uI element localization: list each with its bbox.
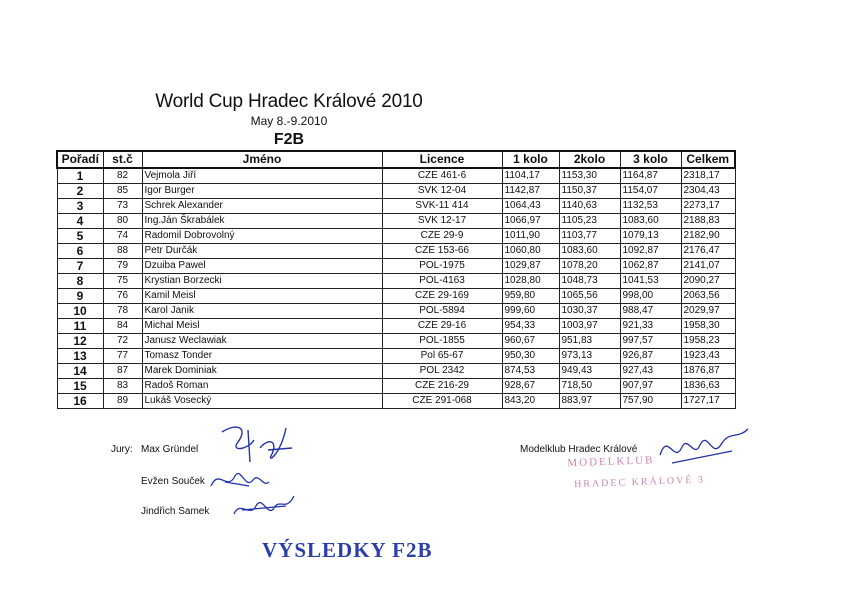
- table-row: [57, 334, 735, 349]
- cell-start-number: 83: [103, 379, 142, 394]
- cell-total: 2188,83: [681, 214, 735, 229]
- table-row: [57, 184, 735, 199]
- cell-start-number: 72: [103, 334, 142, 349]
- cell-total: 1958,30: [681, 319, 735, 334]
- cell-rank: 14: [57, 364, 103, 379]
- cell-rank: 3: [57, 199, 103, 214]
- cell-round-1: 954,33: [502, 319, 559, 334]
- cell-round-3: 988,47: [620, 304, 681, 319]
- cell-round-3: 1092,87: [620, 244, 681, 259]
- table-row: [57, 168, 735, 184]
- cell-start-number: 80: [103, 214, 142, 229]
- cell-name: Igor Burger: [142, 184, 382, 199]
- cell-round-3: 926,87: [620, 349, 681, 364]
- cell-total: 1836,63: [681, 379, 735, 394]
- cell-licence: POL-5894: [382, 304, 502, 319]
- cell-rank: 2: [57, 184, 103, 199]
- header-start-number: st.č: [103, 151, 142, 168]
- cell-round-1: 874,53: [502, 364, 559, 379]
- cell-rank: 1: [57, 168, 103, 184]
- cell-rank: 8: [57, 274, 103, 289]
- cell-round-2: 1030,37: [559, 304, 620, 319]
- cell-start-number: 82: [103, 168, 142, 184]
- cell-licence: POL 2342: [382, 364, 502, 379]
- cell-round-3: 1164,87: [620, 168, 681, 184]
- cell-round-2: 1048,73: [559, 274, 620, 289]
- header-rank: Pořadí: [57, 151, 103, 168]
- cell-round-2: 1065,56: [559, 289, 620, 304]
- cell-licence: CZE 29-16: [382, 319, 502, 334]
- cell-licence: POL-4163: [382, 274, 502, 289]
- cell-round-3: 907,97: [620, 379, 681, 394]
- header-total: Celkem: [681, 151, 735, 168]
- cell-rank: 10: [57, 304, 103, 319]
- cell-total: 2273,17: [681, 199, 735, 214]
- cell-round-3: 1154,07: [620, 184, 681, 199]
- cell-name: Michal Meisl: [142, 319, 382, 334]
- cell-round-2: 718,50: [559, 379, 620, 394]
- cell-round-3: 921,33: [620, 319, 681, 334]
- header-round-3: 3 kolo: [620, 151, 681, 168]
- cell-name: Ing.Ján Škrabálek: [142, 214, 382, 229]
- cell-round-1: 1104,17: [502, 168, 559, 184]
- cell-rank: 13: [57, 349, 103, 364]
- organizer-name: Modelklub Hradec Králové: [520, 444, 638, 455]
- jury-member-1: Max Gründel: [141, 444, 199, 455]
- cell-name: Schrek Alexander: [142, 199, 382, 214]
- document-title: World Cup Hradec Králové 2010: [155, 91, 423, 112]
- cell-round-3: 1079,13: [620, 229, 681, 244]
- cell-round-3: 757,90: [620, 394, 681, 409]
- cell-licence: CZE 461-6: [382, 168, 502, 184]
- header-round-1: 1 kolo: [502, 151, 559, 168]
- cell-rank: 9: [57, 289, 103, 304]
- cell-licence: CZE 153-66: [382, 244, 502, 259]
- table-row: [57, 199, 735, 214]
- cell-name: Petr Durčák: [142, 244, 382, 259]
- cell-round-2: 1105,23: [559, 214, 620, 229]
- cell-name: Karol Janik: [142, 304, 382, 319]
- cell-rank: 4: [57, 214, 103, 229]
- event-date: May 8.-9.2010: [250, 114, 328, 128]
- cell-round-1: 843,20: [502, 394, 559, 409]
- cell-licence: CZE 29-9: [382, 229, 502, 244]
- cell-name: Dzuiba Pawel: [142, 259, 382, 274]
- cell-licence: Pol 65-67: [382, 349, 502, 364]
- cell-rank: 6: [57, 244, 103, 259]
- cell-name: Kamil Meisl: [142, 289, 382, 304]
- cell-round-1: 1060,80: [502, 244, 559, 259]
- table-row: [57, 214, 735, 229]
- results-footer-title: VÝSLEDKY F2B: [262, 538, 433, 562]
- cell-rank: 15: [57, 379, 103, 394]
- cell-start-number: 89: [103, 394, 142, 409]
- cell-licence: SVK 12-17: [382, 214, 502, 229]
- cell-round-2: 1083,60: [559, 244, 620, 259]
- stamp-line-1: MODELKLUB: [567, 454, 655, 470]
- cell-total: 2090,27: [681, 274, 735, 289]
- cell-name: Tomasz Tonder: [142, 349, 382, 364]
- cell-round-2: 883,97: [559, 394, 620, 409]
- table-row: [57, 304, 735, 319]
- jury-member-2: Evžen Souček: [141, 476, 205, 487]
- cell-name: Janusz Weclawiak: [142, 334, 382, 349]
- cell-round-3: 1041,53: [620, 274, 681, 289]
- cell-total: 2029,97: [681, 304, 735, 319]
- cell-start-number: 73: [103, 199, 142, 214]
- cell-round-2: 1003,97: [559, 319, 620, 334]
- cell-total: 1876,87: [681, 364, 735, 379]
- cell-round-3: 1132,53: [620, 199, 681, 214]
- header-licence: Licence: [382, 151, 502, 168]
- cell-round-1: 999,60: [502, 304, 559, 319]
- table-row: [57, 229, 735, 244]
- cell-name: Vejmola Jiří: [142, 168, 382, 184]
- cell-round-3: 927,43: [620, 364, 681, 379]
- cell-rank: 7: [57, 259, 103, 274]
- cell-name: Krystian Borzecki: [142, 274, 382, 289]
- cell-round-1: 1011,90: [502, 229, 559, 244]
- cell-start-number: 75: [103, 274, 142, 289]
- cell-round-3: 1083,60: [620, 214, 681, 229]
- cell-start-number: 88: [103, 244, 142, 259]
- stamp-line-2: HRADEC KRÁLOVÉ 3: [573, 474, 706, 491]
- cell-round-2: 951,83: [559, 334, 620, 349]
- cell-start-number: 79: [103, 259, 142, 274]
- table-row: [57, 289, 735, 304]
- club-stamp: [559, 452, 711, 507]
- cell-round-1: 1028,80: [502, 274, 559, 289]
- cell-round-2: 1103,77: [559, 229, 620, 244]
- cell-round-2: 1078,20: [559, 259, 620, 274]
- cell-round-2: 1140,63: [559, 199, 620, 214]
- cell-total: 2182,90: [681, 229, 735, 244]
- cell-round-3: 1062,87: [620, 259, 681, 274]
- table-row: [57, 259, 735, 274]
- table-row: [57, 244, 735, 259]
- cell-round-1: 1029,87: [502, 259, 559, 274]
- table-row: [57, 394, 735, 409]
- jury-label: Jury:: [111, 444, 133, 455]
- cell-round-3: 998,00: [620, 289, 681, 304]
- cell-round-1: 1064,43: [502, 199, 559, 214]
- cell-total: 1727,17: [681, 394, 735, 409]
- cell-start-number: 76: [103, 289, 142, 304]
- cell-total: 1923,43: [681, 349, 735, 364]
- cell-licence: CZE 216-29: [382, 379, 502, 394]
- cell-round-1: 1066,97: [502, 214, 559, 229]
- cell-round-1: 1142,87: [502, 184, 559, 199]
- cell-start-number: 85: [103, 184, 142, 199]
- cell-round-2: 1150,37: [559, 184, 620, 199]
- cell-total: 2141,07: [681, 259, 735, 274]
- results-body: [57, 168, 735, 409]
- results-table: [56, 150, 736, 409]
- table-row: [57, 319, 735, 334]
- cell-start-number: 78: [103, 304, 142, 319]
- cell-licence: SVK 12-04: [382, 184, 502, 199]
- cell-total: 2318,17: [681, 168, 735, 184]
- cell-licence: POL-1975: [382, 259, 502, 274]
- table-header-row: [57, 151, 735, 168]
- cell-name: Lukáš Vosecký: [142, 394, 382, 409]
- table-row: [57, 349, 735, 364]
- cell-name: Radoš Roman: [142, 379, 382, 394]
- cell-licence: SVK-11 414: [382, 199, 502, 214]
- cell-start-number: 87: [103, 364, 142, 379]
- jury-member-3: Jindřich Samek: [141, 506, 210, 517]
- cell-round-1: 959,80: [502, 289, 559, 304]
- header-round-2: 2kolo: [559, 151, 620, 168]
- cell-rank: 11: [57, 319, 103, 334]
- cell-total: 1958,23: [681, 334, 735, 349]
- cell-start-number: 77: [103, 349, 142, 364]
- cell-licence: CZE 29-169: [382, 289, 502, 304]
- cell-rank: 5: [57, 229, 103, 244]
- class-title: F2B: [273, 131, 305, 148]
- cell-rank: 12: [57, 334, 103, 349]
- signature-3: [228, 488, 298, 524]
- cell-round-3: 997,57: [620, 334, 681, 349]
- cell-total: 2176,47: [681, 244, 735, 259]
- cell-total: 2063,56: [681, 289, 735, 304]
- cell-round-1: 960,67: [502, 334, 559, 349]
- table-row: [57, 274, 735, 289]
- cell-round-2: 973,13: [559, 349, 620, 364]
- cell-name: Radomil Dobrovolný: [142, 229, 382, 244]
- cell-start-number: 74: [103, 229, 142, 244]
- cell-round-1: 950,30: [502, 349, 559, 364]
- cell-total: 2304,43: [681, 184, 735, 199]
- cell-round-2: 1153,30: [559, 168, 620, 184]
- cell-rank: 16: [57, 394, 103, 409]
- table-row: [57, 364, 735, 379]
- cell-round-2: 949,43: [559, 364, 620, 379]
- cell-round-1: 928,67: [502, 379, 559, 394]
- cell-start-number: 84: [103, 319, 142, 334]
- cell-licence: POL-1855: [382, 334, 502, 349]
- header-name: Jméno: [142, 151, 382, 168]
- table-row: [57, 379, 735, 394]
- cell-licence: CZE 291-068: [382, 394, 502, 409]
- cell-name: Marek Dominiak: [142, 364, 382, 379]
